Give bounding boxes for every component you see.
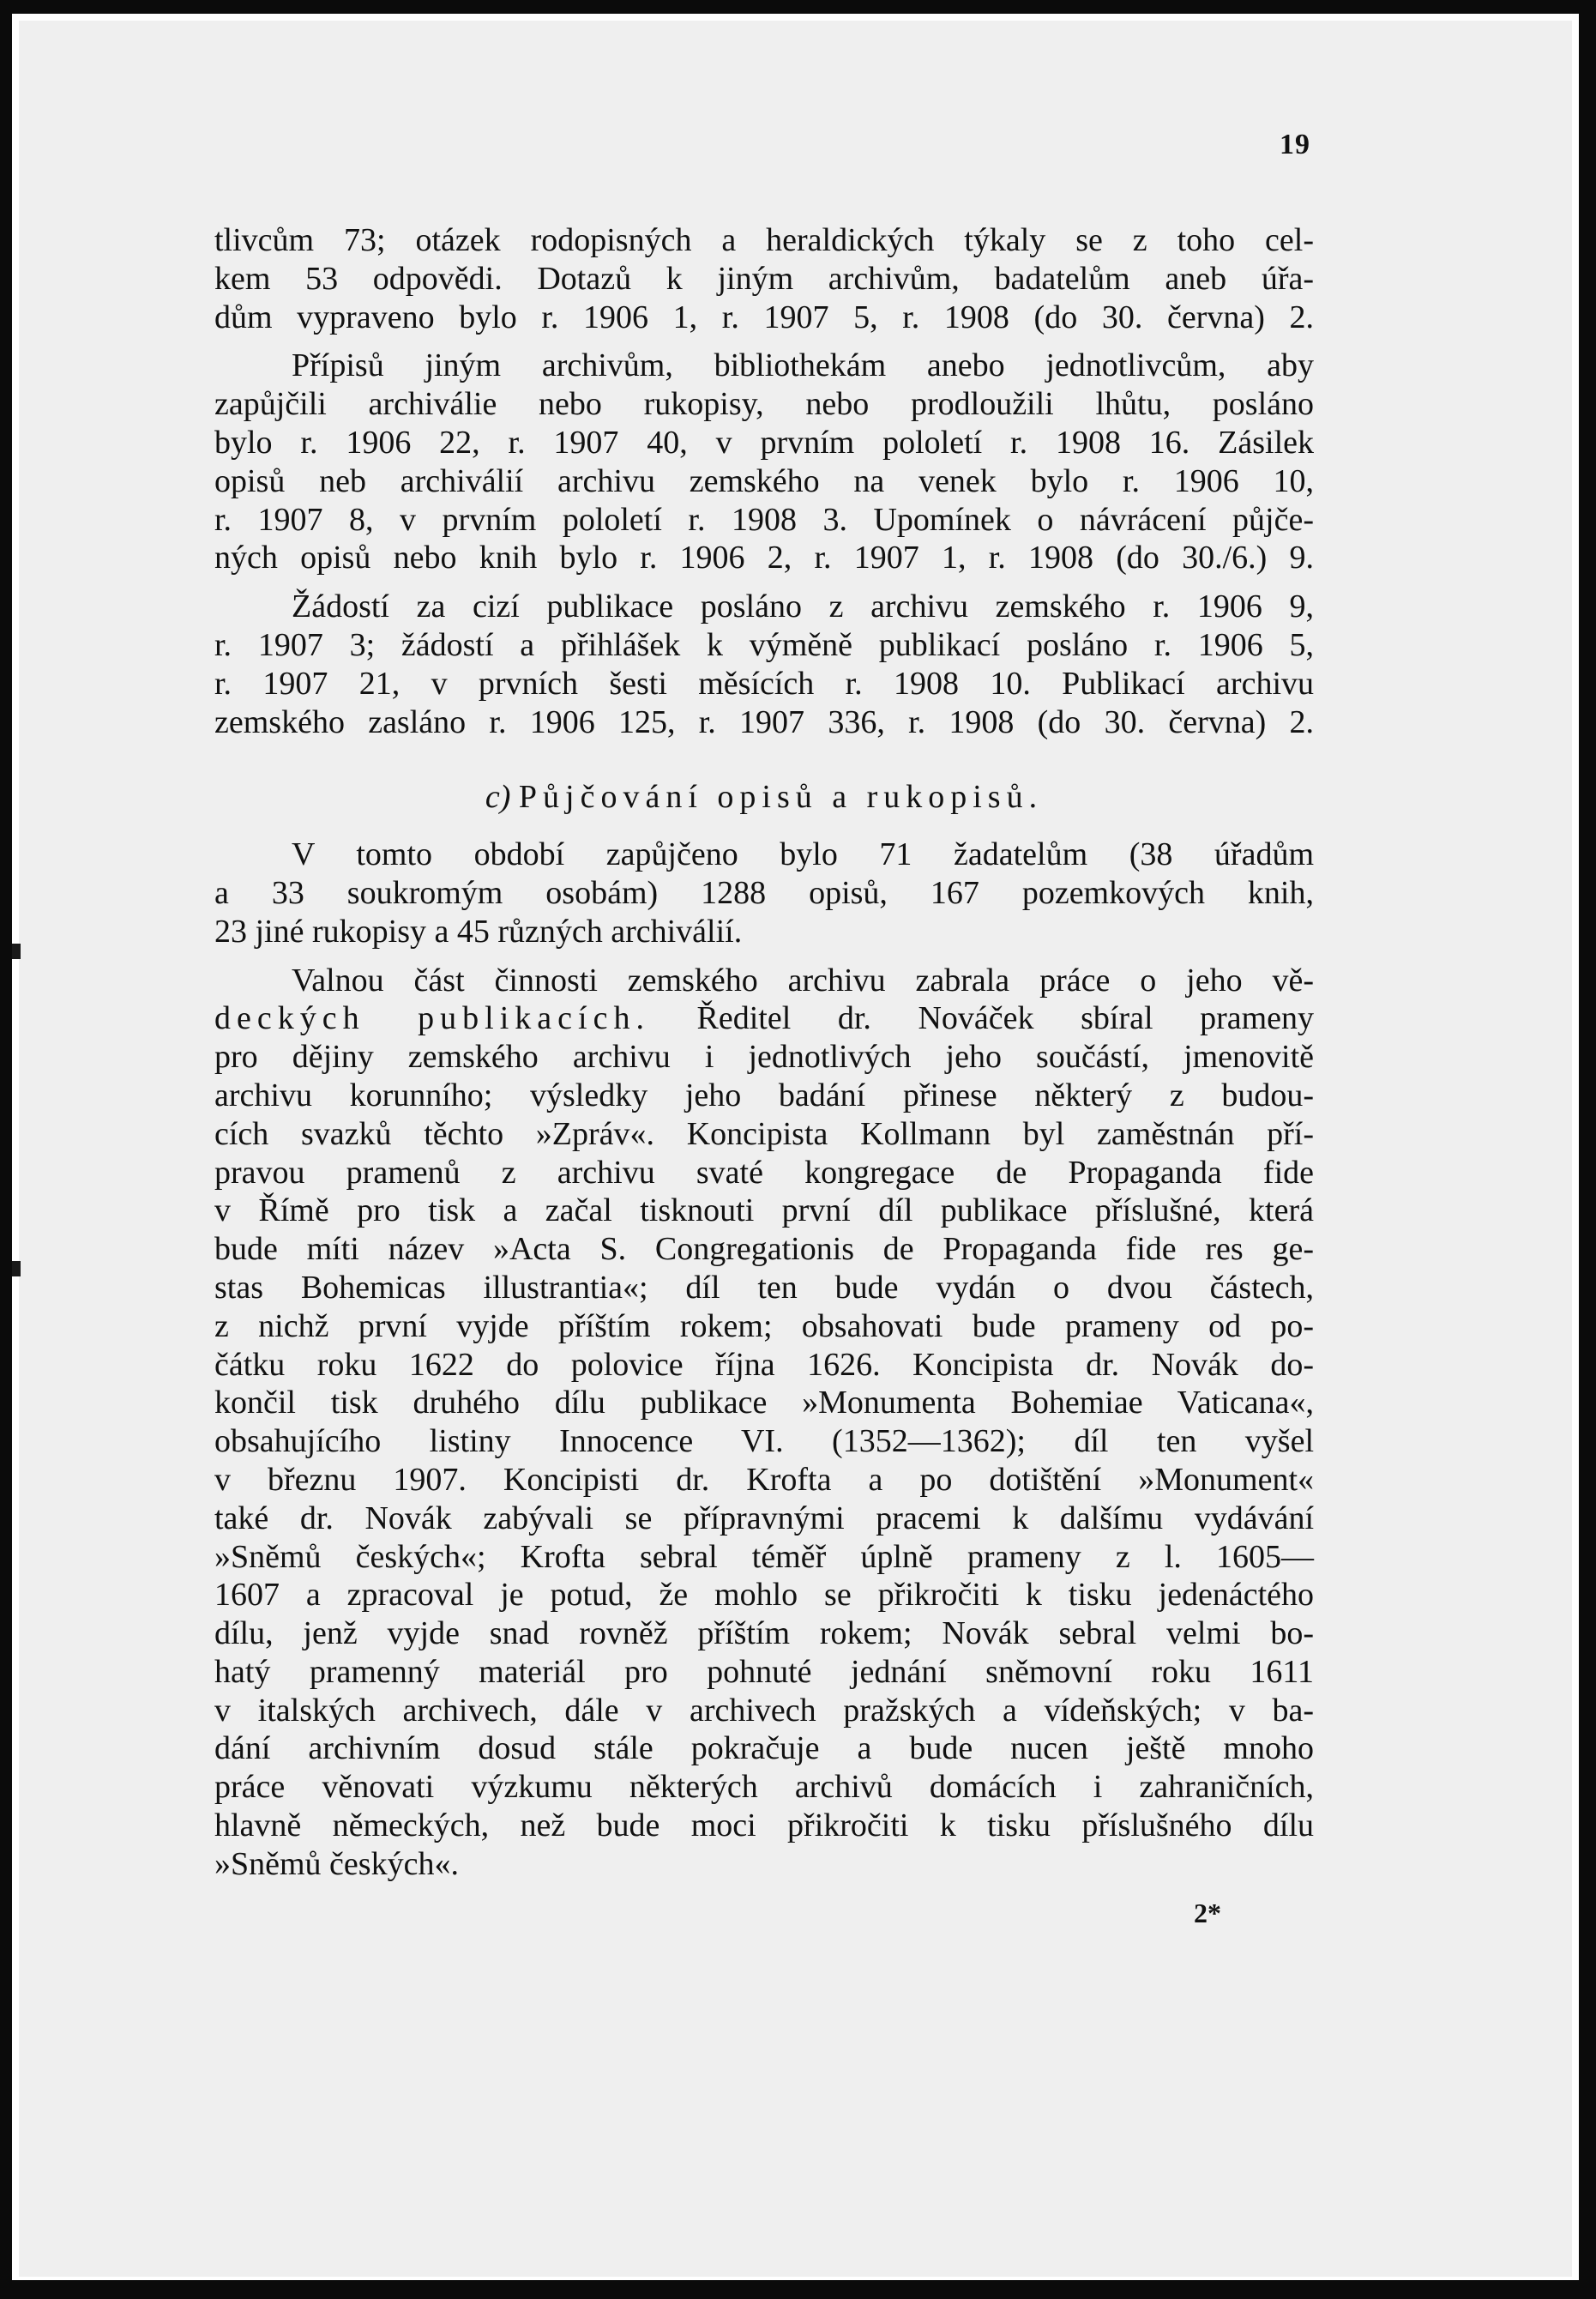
text-line: r. 1907 3; žádostí a přihlášek k výměně publikací posláno r. 1906 5, xyxy=(214,626,1314,663)
text-line: V tomto období zapůjčeno bylo 71 žadatelům (38 úřadům xyxy=(292,836,1314,873)
text-line: »Sněmů českých«; Krofta sebral téměř úplně prameny z l. 1605— xyxy=(214,1538,1314,1575)
text-line: bude míti název »Acta S. Congregationis de Propaganda fide res ge- xyxy=(214,1231,1314,1268)
text-line: v březnu 1907. Koncipisti dr. Krofta a po dotištění »Monument« xyxy=(214,1461,1314,1498)
text-line: zemského zasláno r. 1906 125, r. 1907 336, r. 1908 (do 30. června) 2. xyxy=(214,703,1314,740)
text-line: Přípisů jiným archivům, bibliothekám anebo jednotlivcům, aby xyxy=(292,347,1314,384)
text-line: zapůjčili archiválie nebo rukopisy, nebo prodloužili lhůtu, posláno xyxy=(214,386,1314,423)
text-line: stas Bohemicas illustrantia«; díl ten bude vydán o dvou částech, xyxy=(214,1269,1314,1306)
text-line: ných opisů nebo knih bylo r. 1906 2, r. 1907 1, r. 1908 (do 30./6.) 9. xyxy=(214,540,1314,576)
text-line: a 33 soukromým osobám) 1288 opisů, 167 pozemkových knih, xyxy=(214,874,1314,911)
text-line: Žádostí za cizí publikace posláno z archivu zemského r. 1906 9, xyxy=(292,588,1314,625)
paragraph-loan-requests xyxy=(214,347,1314,577)
spaced-term: deckých publikacích. xyxy=(214,1000,650,1037)
text-line: 1607 a zpracoval je potud, že mohlo se přikročiti k tisku jedenáctého xyxy=(214,1577,1314,1614)
text-line: bylo r. 1906 22, r. 1907 40, v prvním pololetí r. 1908 16. Zásilek xyxy=(214,424,1314,461)
text-line: obsahujícího listiny Innocence VI. (1352—1362); díl ten vyšel xyxy=(214,1423,1314,1460)
text-line: práce věnovati výzkumu některých archivů domácích i zahraničních, xyxy=(214,1769,1314,1806)
text-line: hlavně německých, než bude moci přikročiti k tisku příslušného dílu xyxy=(214,1807,1314,1844)
text-line: archivu korunního; výsledky jeho badání přinese některý z budou- xyxy=(214,1077,1314,1113)
text-line: r. 1907 21, v prvních šesti měsících r. 1908 10. Publikací archivu xyxy=(214,665,1314,702)
scan-edge-mark xyxy=(12,944,21,959)
text-line: v Římě pro tisk a začal tisknouti první díl publikace příslušné, která xyxy=(214,1192,1314,1229)
paragraph-correspondence-summary xyxy=(214,221,1314,336)
paragraph-loans xyxy=(214,836,1314,950)
paragraph-publication-requests xyxy=(214,588,1314,741)
text-line: z nichž první vyjde příštím rokem; obsahovati bude prameny od po- xyxy=(214,1307,1314,1344)
text-line: hatý pramenný materiál pro pohnuté jednání sněmovní roku 1611 xyxy=(214,1653,1314,1690)
text-line: pro dějiny zemského archivu i jednotlivých jeho součástí, jmenovitě xyxy=(214,1039,1314,1076)
page-number: 19 xyxy=(1280,129,1310,160)
text-line: kem 53 odpovědi. Dotazů k jiným archivům, badatelům aneb úřa- xyxy=(214,260,1314,297)
section-title: Půjčování opisů a rukopisů. xyxy=(518,779,1044,816)
scan-edge-mark xyxy=(12,1261,21,1276)
text-line: pravou pramenů z archivu svaté kongregace de Propaganda fide xyxy=(214,1154,1314,1191)
text-line: tlivcům 73; otázek rodopisných a heraldických týkaly se z toho cel- xyxy=(214,222,1314,258)
text-line: v italských archivech, dále v archivech pražských a vídeňských; v ba- xyxy=(214,1692,1314,1729)
text-line: také dr. Novák zabývali se přípravnými pracemi k dalšímu vydávání xyxy=(214,1499,1314,1536)
section-letter: c) xyxy=(485,779,511,816)
text-line: Valnou část činnosti zemského archivu zabrala práce o jeho vě- xyxy=(292,962,1314,999)
text-line: 23 jiné rukopisy a 45 různých archiválií. xyxy=(214,913,743,950)
text-line: opisů neb archiválií archivu zemského na venek bylo r. 1906 10, xyxy=(214,462,1314,499)
text-fragment: Ředitel dr. Nováček sbíral prameny xyxy=(696,1000,1315,1037)
text-line: dům vypraveno bylo r. 1906 1, r. 1907 5, r. 1908 (do 30. června) 2. xyxy=(214,299,1314,335)
text-line: dání archivním dosud stále pokračuje a bude nucen ještě mnoho xyxy=(214,1730,1314,1767)
text-line: čátku roku 1622 do polovice října 1626. Koncipista dr. Novák do- xyxy=(214,1346,1314,1383)
section-heading xyxy=(214,778,1314,817)
text-line: dílu, jenž vyjde snad rovněž příštím rokem; Novák sebral velmi bo- xyxy=(214,1615,1314,1652)
text-line: »Sněmů českých«. xyxy=(214,1845,459,1882)
text-line: cích svazků těchto »Zpráv«. Koncipista Kollmann byl zaměstnán pří- xyxy=(214,1115,1314,1152)
text-line: končil tisk druhého dílu publikace »Monumenta Bohemiae Vaticana«, xyxy=(214,1385,1314,1421)
text-line: r. 1907 8, v prvním pololetí r. 1908 3. Upomínek o návrácení půjče- xyxy=(214,501,1314,538)
text-line xyxy=(214,999,1314,1038)
paragraph-scientific-publications xyxy=(214,962,1314,1884)
body-text xyxy=(214,221,1314,1884)
printer-signature: 2* xyxy=(1194,1898,1221,1928)
